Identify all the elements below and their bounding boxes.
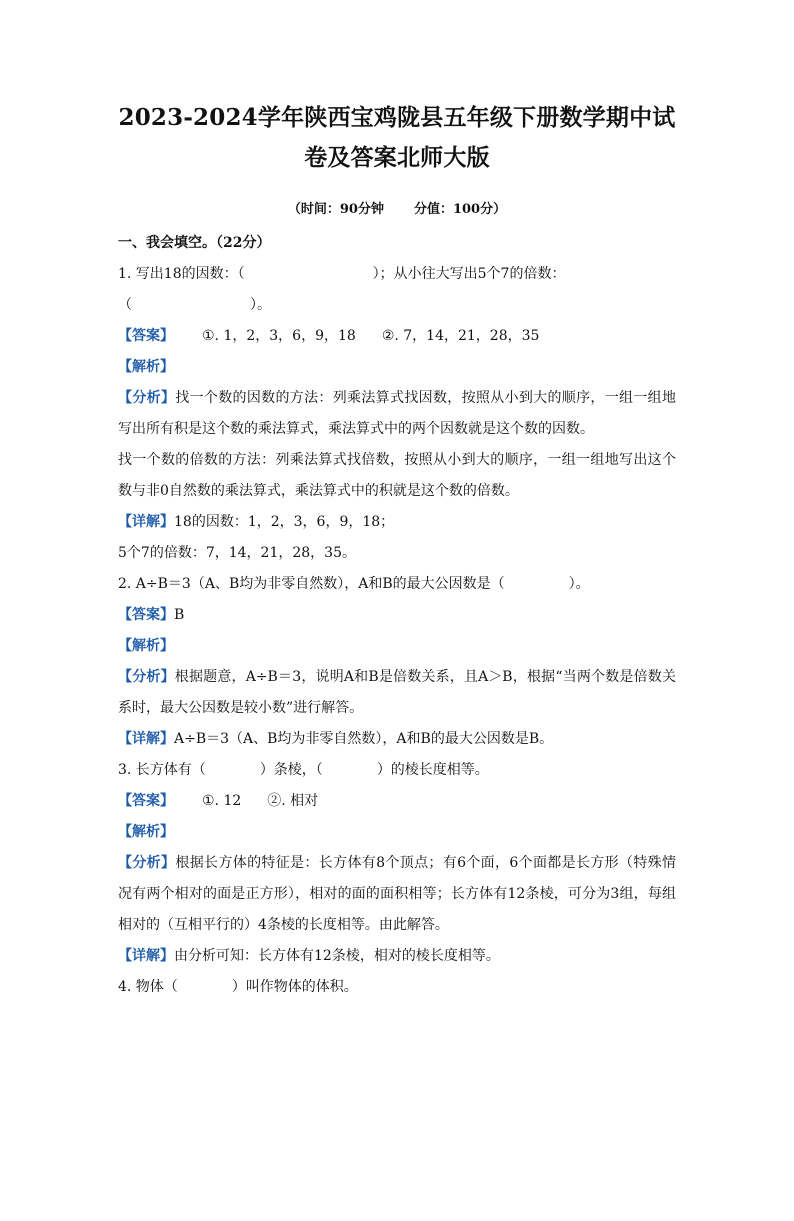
question-4: 4. 物体（ ）叫作物体的体积。 (118, 979, 358, 995)
answer-3: 【答案】 ①. 12 ②. 相对 (118, 793, 319, 809)
section-heading: 一、我会填空。（22分） (118, 235, 271, 251)
document-page (0, 98, 794, 1221)
analysis-1b: 找一个数的倍数的方法：列乘法算式找倍数，按照从小到大的顺序，一组一组地写出这个数与非0自然数的乘法算式，乘法算式中的积就是这个数的倍数。 (118, 452, 676, 499)
analysis-1: 【分析】找一个数的因数的方法：列乘法算式找因数，按照从小到大的顺序，一组一组地写出所有积是这个数的乘法算式，乘法算式中的两个因数就是这个数的因数。 (118, 390, 677, 437)
question-3: 3. 长方体有（ ）条棱，（ ）的棱长度相等。 (118, 762, 489, 778)
jiexi-tag: 【解析】 (118, 824, 174, 840)
analysis-2: 【分析】根据题意，A÷B＝3，说明A和B是倍数关系，且A＞B，根据“当两个数是倍数关系时，最大公因数是较小数”进行解答。 (118, 669, 676, 716)
detail-2: 【详解】A÷B＝3（A、B均为非零自然数），A和B的最大公因数是B。 (118, 731, 554, 747)
answer-1: 【答案】 ①. 1，2，3，6，9，18 ②. 7，14，21，28，35 (118, 328, 540, 344)
detail-3: 【详解】由分析可知：长方体有12条棱，相对的棱长度相等。 (118, 948, 500, 964)
question-1: 1. 写出18的因数：（ ）；从小往大写出5个7的倍数： (118, 266, 566, 282)
jiexi-tag: 【解析】 (118, 638, 174, 654)
detail-1b: 5个7的倍数：7，14，21，28，35。 (118, 545, 356, 561)
answer-2: 【答案】B (118, 607, 185, 623)
exam-score: 分值：100分） (413, 202, 507, 217)
analysis-3: 【分析】根据长方体的特征是：长方体有8个顶点；有6个面，6个面都是长方形（特殊情况有两个相对的面是正方形），相对的面的面积相等；长方体有12条棱，可分为3组，每组相对的（互相平行的）4条棱的长度相等。由此解答。 (118, 855, 676, 933)
question-1-cont: （ ）。 (118, 297, 271, 313)
document-body (118, 228, 676, 1003)
exam-meta (118, 200, 676, 220)
answer-tag: 【答案】 (118, 328, 174, 344)
question-2: 2. A÷B＝3（A、B均为非零自然数），A和B的最大公因数是（ ）。 (118, 576, 590, 592)
detail-1: 【详解】18的因数：1，2，3，6，9，18； (118, 514, 395, 530)
exam-time: （时间：90分钟 (287, 202, 384, 217)
jiexi-tag: 【解析】 (118, 359, 174, 375)
document-title: 2023-2024学年陕西宝鸡陇县五年级下册数学期中试卷及答案北师大版 (118, 104, 676, 171)
